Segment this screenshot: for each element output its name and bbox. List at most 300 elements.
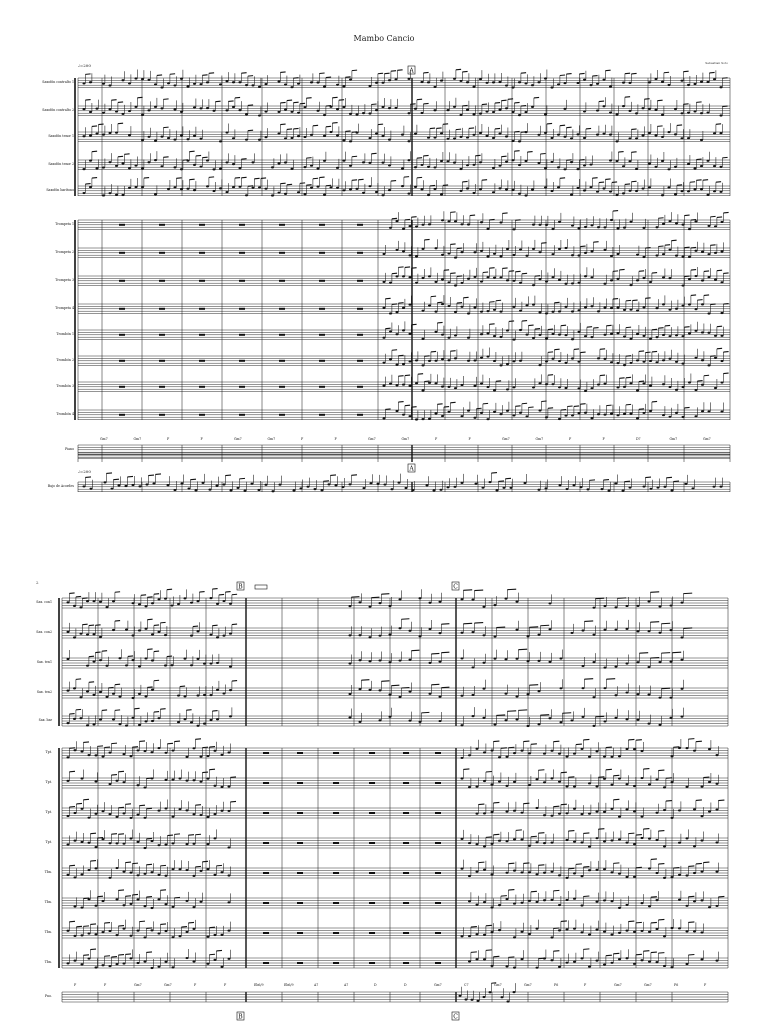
note-head [148, 161, 151, 163]
note-beam [628, 833, 634, 834]
note-head [695, 415, 698, 417]
whole-rest [119, 308, 125, 310]
note-head [158, 598, 161, 600]
whole-rest [333, 752, 339, 754]
note-head [402, 307, 405, 309]
note-head [454, 311, 457, 313]
note-head [630, 412, 633, 414]
note-head [226, 80, 229, 82]
note-head [128, 134, 131, 136]
note-head [543, 814, 546, 816]
note-head [179, 808, 182, 810]
note-head [487, 276, 490, 278]
note-head [700, 81, 703, 83]
note-head [158, 747, 161, 749]
note-beam [619, 269, 624, 270]
whole-rest [239, 414, 245, 416]
note-head [491, 873, 494, 875]
note-beam [154, 625, 159, 626]
note-head [675, 389, 678, 391]
note-head [483, 780, 486, 782]
note-head [581, 904, 584, 906]
note-beam [313, 125, 318, 126]
note-head [700, 165, 703, 167]
note-head [543, 781, 546, 783]
note-head [671, 966, 674, 968]
note-head [668, 168, 671, 170]
whole-rest [435, 872, 441, 874]
note-head [93, 694, 96, 696]
note-head [693, 845, 696, 847]
note-head [662, 276, 665, 278]
note-head [422, 389, 425, 391]
note-beam [605, 70, 610, 71]
instrument-label: Tpt. [45, 840, 52, 844]
note-head [471, 999, 474, 1001]
note-head [588, 869, 591, 871]
note-beam [583, 896, 589, 897]
note-head [558, 334, 561, 336]
note-beam [146, 808, 152, 809]
note-head [551, 137, 554, 139]
note-beam [560, 125, 565, 126]
note-head [663, 845, 666, 847]
note-beam [392, 218, 397, 219]
note-beam [508, 890, 514, 891]
chord-symbol: Gm7 [614, 983, 622, 987]
note-head [223, 600, 226, 602]
note-beam [378, 124, 383, 125]
note-head [525, 111, 528, 113]
note-head [330, 186, 333, 188]
note-beam [137, 97, 142, 98]
note-head [473, 86, 476, 88]
note-head [99, 718, 102, 720]
instrument-label: Trombón 1 [56, 332, 74, 336]
note-head [571, 719, 574, 721]
note-head [681, 715, 684, 717]
note-head [483, 662, 486, 664]
note-head [388, 189, 391, 191]
note-head [573, 785, 576, 787]
note-head [720, 114, 723, 116]
note-beam [163, 127, 168, 128]
note-beam [345, 77, 350, 78]
chord-symbol: Gm7 [234, 437, 242, 441]
note-beam [496, 715, 505, 716]
note-head [439, 720, 442, 722]
note-head [434, 188, 437, 190]
note-head [109, 192, 112, 194]
note-beam [456, 129, 461, 130]
whole-rest [279, 386, 285, 388]
note-head [383, 337, 386, 339]
note-head [336, 108, 339, 110]
note-head [349, 165, 352, 167]
note-head [566, 785, 569, 787]
note-beam [326, 126, 331, 127]
note-head [633, 810, 636, 812]
whole-rest [403, 962, 409, 964]
whole-rest [333, 902, 339, 904]
note-beam [174, 897, 180, 898]
note-beam [351, 475, 357, 476]
note-beam [580, 246, 585, 247]
note-head [158, 966, 161, 968]
note-head [538, 81, 541, 83]
note-beam [651, 897, 657, 898]
note-head [687, 137, 690, 139]
whole-rest [403, 872, 409, 874]
note-head [641, 902, 644, 904]
note-head [681, 137, 684, 139]
note-head [474, 359, 477, 361]
note-head [682, 416, 685, 418]
chord-symbol: F [435, 437, 438, 441]
note-head [472, 715, 475, 717]
note-head [193, 83, 196, 85]
note-head [228, 810, 231, 812]
note-head [74, 960, 77, 962]
note-head [558, 781, 561, 783]
note-beam [248, 105, 253, 106]
note-head [408, 140, 411, 142]
note-beam [163, 157, 168, 158]
note-head [701, 839, 704, 841]
note-beam [645, 352, 650, 353]
note-head [662, 414, 665, 416]
note-beam [76, 803, 82, 804]
note-head [505, 84, 508, 86]
note-head [119, 657, 122, 659]
note-beam [561, 804, 567, 805]
note-head [694, 167, 697, 169]
whole-rest [279, 414, 285, 416]
note-beam [92, 151, 97, 152]
note-beam [531, 744, 537, 745]
note-beam [672, 652, 681, 653]
chord-symbol: C7 [464, 983, 469, 987]
note-head [685, 483, 688, 485]
note-head [448, 359, 451, 361]
note-head [265, 136, 268, 138]
note-head [558, 248, 561, 250]
note-head [440, 160, 443, 162]
note-head [239, 109, 242, 111]
note-beam [90, 861, 96, 862]
note-beam [83, 742, 89, 743]
note-head [659, 661, 662, 663]
note-head [551, 936, 554, 938]
note-beam [566, 127, 571, 128]
instrument-label: Pno. [44, 994, 52, 998]
note-head [617, 386, 620, 388]
note-beam [155, 474, 161, 475]
whole-rest [297, 782, 303, 784]
note-head [447, 138, 450, 140]
note-head [551, 190, 554, 192]
note-head [496, 489, 499, 491]
note-head [453, 162, 456, 164]
note-beam [398, 376, 403, 377]
note-beam [118, 123, 123, 124]
note-head [193, 928, 196, 930]
note-head [626, 662, 629, 664]
note-beam [471, 952, 477, 953]
whole-rest [357, 414, 363, 416]
note-head [221, 934, 224, 936]
note-head [473, 134, 476, 136]
note-head [539, 364, 542, 366]
note-head [73, 718, 76, 720]
note-head [513, 338, 516, 340]
note-head [382, 194, 385, 196]
note-head [165, 807, 168, 809]
note-head [662, 334, 665, 336]
note-head [448, 337, 451, 339]
note-head [596, 83, 599, 85]
note-beam [280, 124, 285, 125]
instrument-label: Piano [64, 447, 74, 451]
note-head [187, 188, 190, 190]
note-beam [613, 775, 619, 776]
note-beam [482, 104, 487, 105]
note-head [596, 929, 599, 931]
note-head [506, 248, 509, 250]
note-beam [651, 859, 657, 860]
note-head [505, 188, 508, 190]
note-beam [521, 73, 526, 74]
chord-symbol: Eb6/9 [254, 983, 264, 987]
note-head [649, 385, 652, 387]
note-head [519, 282, 522, 284]
note-head [545, 312, 548, 314]
note-head [582, 629, 585, 631]
note-head [610, 255, 613, 257]
note-head [379, 689, 382, 691]
note-beam [661, 688, 670, 689]
note-head [670, 697, 673, 699]
note-head [245, 113, 248, 115]
note-head [158, 898, 161, 900]
whole-rest [357, 252, 363, 254]
note-beam [89, 656, 94, 657]
note-beam [462, 71, 467, 72]
note-head [601, 488, 604, 490]
note-head [440, 79, 443, 81]
note-head [642, 134, 645, 136]
note-head [500, 364, 503, 366]
note-beam [405, 219, 410, 220]
note-beam [502, 268, 507, 269]
note-head [721, 410, 724, 412]
note-head [172, 842, 175, 844]
note-head [623, 413, 626, 415]
note-beam [652, 329, 657, 330]
note-head [454, 387, 457, 389]
note-beam [606, 955, 612, 956]
note-head [409, 254, 412, 256]
note-head [564, 108, 567, 110]
note-beam [538, 865, 544, 866]
note-beam [189, 151, 194, 152]
note-head [396, 364, 399, 366]
chord-symbol: D7 [636, 437, 641, 441]
note-beam [323, 481, 329, 482]
note-beam [98, 124, 103, 125]
note-head [190, 664, 193, 666]
note-head [244, 490, 247, 492]
note-head [617, 362, 620, 364]
note-head [492, 167, 495, 169]
note-beam [118, 926, 124, 927]
note-head [73, 605, 76, 607]
note-beam [716, 182, 721, 183]
note-beam [202, 75, 207, 76]
note-head [626, 691, 629, 693]
note-head [223, 483, 226, 485]
note-beam [631, 73, 636, 74]
note-beam [561, 921, 567, 922]
note-head [177, 603, 180, 605]
note-beam [232, 594, 237, 595]
note-head [200, 166, 203, 168]
note-head [328, 483, 331, 485]
note-beam [666, 778, 672, 779]
note-beam [154, 712, 159, 713]
note-head [422, 248, 425, 250]
note-beam [684, 215, 689, 216]
note-head [655, 134, 658, 136]
note-head [687, 112, 690, 114]
note-head [123, 928, 126, 930]
note-head [139, 485, 142, 487]
note-head [389, 227, 392, 229]
note-beam [595, 598, 604, 599]
note-head [67, 756, 70, 758]
note-beam [696, 180, 701, 181]
note-head [184, 658, 187, 660]
note-beam [650, 592, 659, 593]
instrument-label: Bajo de Acordes [47, 484, 74, 488]
note-head [468, 960, 471, 962]
note-head [675, 361, 678, 363]
whole-rest [369, 752, 375, 754]
note-beam [167, 743, 173, 744]
note-head [557, 186, 560, 188]
rehearsal-mark-B: B [238, 583, 243, 591]
note-head [512, 159, 515, 161]
note-head [566, 877, 569, 879]
note-beam [718, 896, 724, 897]
note-head [382, 135, 385, 137]
note-beam [82, 624, 87, 625]
note-head [396, 333, 399, 335]
whole-rest [403, 752, 409, 754]
note-head [538, 660, 541, 662]
note-head [525, 194, 528, 196]
note-head [434, 86, 437, 88]
note-head [135, 106, 138, 108]
note-head [219, 187, 222, 189]
note-head [414, 166, 417, 168]
whole-rest [199, 280, 205, 282]
note-head [693, 930, 696, 932]
note-beam [553, 806, 559, 807]
note-head [505, 719, 508, 721]
note-head [453, 138, 456, 140]
note-beam [212, 711, 217, 712]
note-head [81, 934, 84, 936]
note-head [291, 111, 294, 113]
note-head [708, 810, 711, 812]
note-head [532, 284, 535, 286]
note-head [686, 837, 689, 839]
note-head [557, 83, 560, 85]
note-head [336, 187, 339, 189]
chord-symbol: F [602, 437, 605, 441]
note-head [687, 84, 690, 86]
note-beam [496, 381, 501, 382]
chord-symbol: Gm7 [703, 437, 711, 441]
note-beam [85, 184, 90, 185]
note-head [330, 131, 333, 133]
note-head [128, 110, 131, 112]
note-head [474, 385, 477, 387]
note-beam [696, 800, 702, 801]
note-head [396, 384, 399, 386]
note-beam [617, 598, 626, 599]
note-head [284, 137, 287, 139]
note-head [675, 255, 678, 257]
note-head [369, 85, 372, 87]
whole-rest [369, 902, 375, 904]
note-head [125, 724, 128, 726]
note-head [187, 160, 190, 162]
note-beam [568, 831, 574, 832]
note-head [128, 167, 131, 169]
note-beam [202, 861, 208, 862]
note-head [83, 108, 86, 110]
note-head [487, 386, 490, 388]
note-head [83, 168, 86, 170]
note-beam [514, 131, 519, 132]
note-head [278, 80, 281, 82]
note-head [158, 844, 161, 846]
note-beam [443, 185, 448, 186]
note-head [596, 810, 599, 812]
note-head [695, 357, 698, 359]
note-head [468, 786, 471, 788]
note-head [716, 959, 719, 961]
note-head [459, 995, 462, 997]
note-head [422, 310, 425, 312]
note-head [323, 194, 326, 196]
note-beam [495, 103, 500, 104]
note-head [721, 335, 724, 337]
note-head [584, 335, 587, 337]
note-head [123, 781, 126, 783]
note-head [109, 877, 112, 879]
note-head [643, 382, 646, 384]
note-beam [553, 890, 559, 891]
note-head [566, 839, 569, 841]
note-head [118, 484, 121, 486]
note-head [112, 600, 115, 602]
note-head [102, 194, 105, 196]
note-beam [471, 927, 477, 928]
whole-rest [333, 962, 339, 964]
